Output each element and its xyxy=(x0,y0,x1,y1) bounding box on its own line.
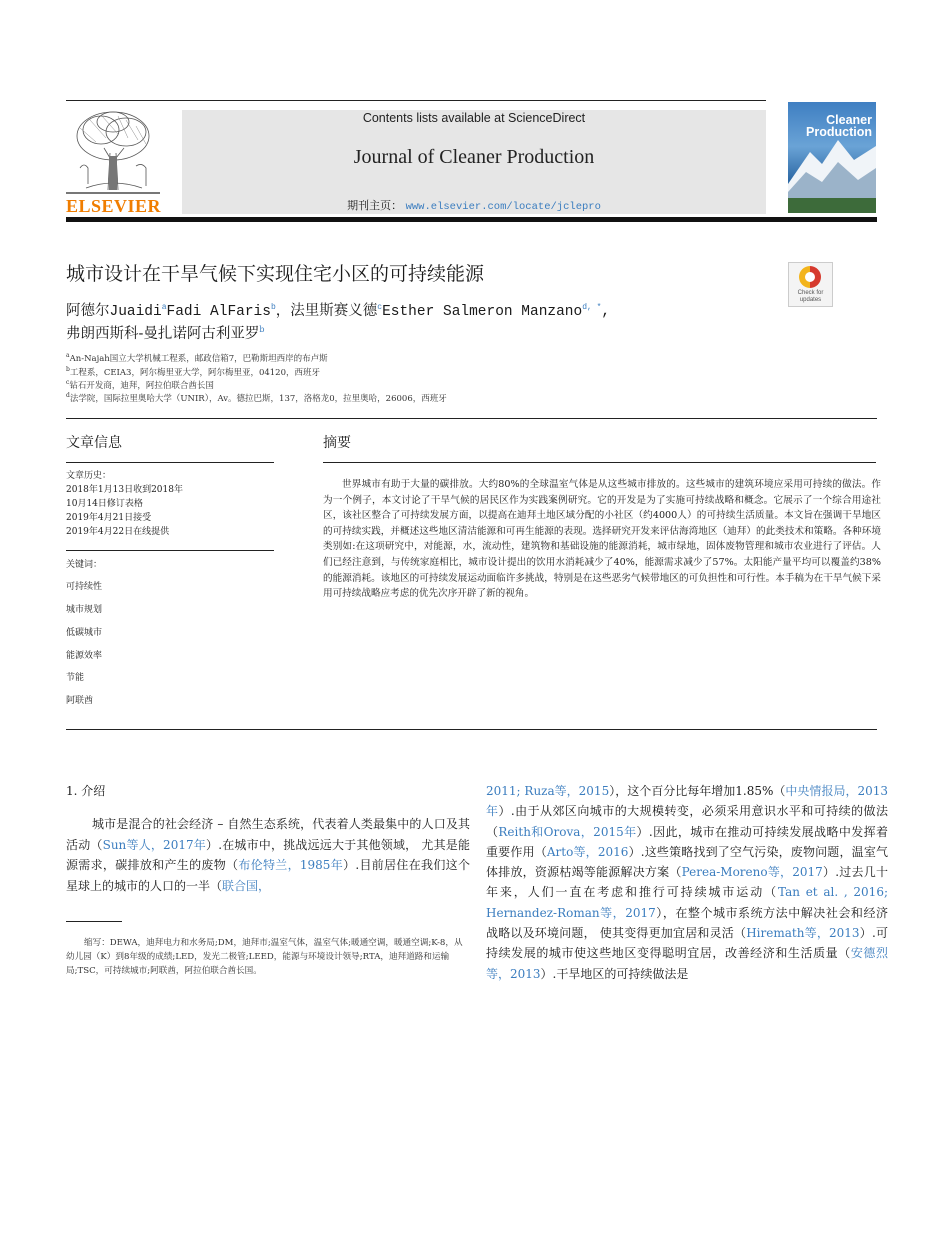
section-rule xyxy=(66,729,877,730)
intro-right-column xyxy=(486,781,888,984)
citation-link[interactable]: Arto等，2016 xyxy=(546,844,629,859)
citation-link[interactable]: 中央情报局，2013年 xyxy=(486,784,888,819)
abbreviations-footnote: 缩写：DEWA，迪拜电力和水务局;DM，迪拜市;温室气体，温室气体;暖通空调，暖通空调;K-8，从幼儿园（K）到8年级的成绩;LED，发光二极管;LEED，能源与环境设计领导;RTA，迪拜道路和运输局;TSC，可持续城市;阿联酋，阿拉伯联合酋长国。 xyxy=(66,938,463,976)
affiliation-b xyxy=(66,366,320,378)
journal-homepage xyxy=(182,197,766,213)
check-updates-icon xyxy=(799,266,821,288)
info-rule xyxy=(66,462,274,463)
keyword-item: 城市规划 xyxy=(66,605,103,615)
journal-cover-image xyxy=(788,102,876,213)
affiliation-a xyxy=(66,352,328,364)
author-affil-marker[interactable]: b xyxy=(259,325,265,335)
keyword-item: 阿联酋 xyxy=(66,696,94,706)
authors-line-1 xyxy=(66,299,610,320)
citation-link[interactable]: Hiremath等，2013 xyxy=(746,926,860,941)
affil-text: 钻石开发商，迪拜，阿拉伯联合酋长国 xyxy=(69,381,214,391)
contents-line-text: Contents lists available at ScienceDirect xyxy=(362,111,586,125)
body-text: ），在整个城市系统方法中解决社会和经济战略以及环境问题， 使其变得更加宜居和灵活（ xyxy=(486,905,888,941)
author-name[interactable]: 弗朗西斯科-曼扎诺阿古利亚罗 xyxy=(66,326,260,342)
author-name[interactable]: Esther Salmeron Manzano xyxy=(382,304,583,320)
history-label: 文章历史： xyxy=(66,471,112,481)
abstract-rule xyxy=(323,462,876,463)
body-text: 城市是混合的社会经济 – 自然生态系统，代表着人类最集中的人口及其活动（ xyxy=(66,817,470,852)
affil-marker: b xyxy=(66,366,70,374)
contents-line xyxy=(182,111,766,125)
homepage-label: 期刊主页： xyxy=(347,199,403,212)
history-received: 2018年1月13日收到2018年 xyxy=(66,485,183,495)
article-info-heading: 文章信息 xyxy=(66,435,122,451)
homepage-link[interactable]: www.elsevier.com/locate/jclepro xyxy=(405,201,601,213)
body-text: ）.干旱地区的可持续做法是 xyxy=(540,966,689,981)
keyword-item: 节能 xyxy=(66,673,85,683)
keyword-item: 低碳城市 xyxy=(66,628,103,638)
author-affil-marker[interactable]: a xyxy=(161,303,167,313)
body-text: ）.这些策略找到了空气污染，废物问题，温室气体排放，资源枯竭等能源解决方案（ xyxy=(486,844,888,880)
publisher-logo-text: ELSEVIER xyxy=(66,196,162,216)
affil-text: 法学院，国际拉里奥哈大学（UNIR），Av。德拉巴斯，137，洛格龙0，拉里奥哈，26006，西班牙 xyxy=(69,394,447,404)
authors-line-2 xyxy=(66,322,265,343)
body-text: ）.在城市中，挑战远远大于其他领域， 尤其是能源需求，碳排放和产生的废物（ xyxy=(66,837,470,872)
check-updates-label: Check for updates xyxy=(797,290,824,303)
citation-link[interactable]: 联合国， xyxy=(222,878,271,893)
affil-marker: a xyxy=(66,352,70,360)
affil-text: An-Najah国立大学机械工程系，邮政信箱7，巴勒斯坦西岸的布卢斯 xyxy=(69,354,328,364)
journal-title: Journal of Cleaner Production xyxy=(353,146,595,168)
affil-text: 工程系，CEIA3，阿尔梅里亚大学，阿尔梅里亚，04120，西班牙 xyxy=(69,368,320,378)
section-rule xyxy=(66,418,877,419)
history-accepted: 2019年4月21日接受 xyxy=(66,513,152,523)
history-revised: 10月14日修订表格 xyxy=(66,499,143,509)
keyword-item: 可持续性 xyxy=(66,582,103,592)
author-affil-marker[interactable]: c xyxy=(377,303,383,313)
body-text: ），这个百分比每年增加1.85%（ xyxy=(609,784,786,798)
cover-title: Cleaner Production xyxy=(806,113,872,139)
citation-link[interactable]: Tan et al. , 2016; Hernandez-Roman等，2017 xyxy=(486,885,888,920)
author-name[interactable]: ，法里斯赛义德 xyxy=(275,304,378,320)
author-affil-marker[interactable]: d, * xyxy=(582,303,602,313)
body-text: ）.目前居住在我们这个星球上的城市的人口的一半（ xyxy=(66,858,470,893)
abstract-text: 世界城市有助于大量的碳排放。大约80%的全球温室气体是从这些城市排放的。这些城市的建筑环境应采用可持续的做法。作为一个例子，本文讨论了干旱气候的居民区作为实践案例研究。它的开发是为了实施可持续战略和概念。它展示了一个综合用途社区，该社区整合了可持续发展方面，以提高在迪拜土地区域分配的小社区（约4000人）的可持续生活质量。本文旨在强调干旱地区的可持续实践，并概述这些地区清洁能源和可再生能源的表现。选择研究开发来评估海湾地区（迪拜）的此类技术和策略。各种环境类别如:在这项研究中，对能源，水，流动性，建筑物和基础设施的能源消耗，城市绿地，固体废物管理和城市农业进行了评估。人们已经注意到，与传统家庭相比，城市设计提出的饮用水消耗减少了40%，能源需求减少了57%。太阳能产量平均可以覆盖约38%的能源消耗。该地区的可持续发展运动面临许多挑战，特别是在这些恶劣气候带地区的可负担性和可行性。本手稿为在干旱气候下采用可持续战略应考虑的优先次序开辟了新的视角。 xyxy=(323,479,881,600)
intro-heading: 1. 介绍 xyxy=(66,784,106,798)
body-text: ）.由于从郊区向城市的大规模转变，必须采用意识水平和可持续的做法（ xyxy=(486,804,888,839)
citation-link[interactable]: Reith和Orova，2015年 xyxy=(498,824,637,839)
intro-left-column xyxy=(66,814,470,896)
header-thick-rule xyxy=(66,217,877,222)
citation-link[interactable]: Perea-Moreno等，2017 xyxy=(681,865,823,880)
citation-link[interactable]: 2011; Ruza等，2015 xyxy=(486,784,610,798)
affil-marker: c xyxy=(66,379,70,387)
keyword-item: 能源效率 xyxy=(66,651,103,661)
info-rule xyxy=(66,550,274,551)
affiliation-c xyxy=(66,379,214,391)
abstract-heading: 摘要 xyxy=(323,435,351,451)
body-text: ）.可持续发展的城市使这些地区变得聪明宜居，改善经济和生活质量（ xyxy=(486,926,888,961)
affiliation-d xyxy=(66,392,447,404)
keywords-label: 关键词： xyxy=(66,560,103,570)
paper-title: 城市设计在干旱气候下实现住宅小区的可持续能源 xyxy=(66,263,485,285)
author-name[interactable]: Fadi AlFaris xyxy=(166,304,271,320)
header-top-rule xyxy=(66,100,766,101)
author-separator: , xyxy=(601,304,611,320)
history-online: 2019年4月22日在线提供 xyxy=(66,527,170,537)
author-name[interactable]: 阿德尔Juaidi xyxy=(66,304,162,320)
citation-link[interactable]: 布伦特兰，1985年 xyxy=(238,858,344,872)
body-text: ）.过去几十年来，人们一直在考虑和推行可持续城市运动（ xyxy=(486,865,888,900)
citation-link[interactable]: Sun等人，2017年 xyxy=(102,837,206,852)
affil-marker: d xyxy=(66,392,70,400)
footnote-rule xyxy=(66,921,122,922)
citation-link[interactable]: 安德烈 等，2013 xyxy=(486,946,888,981)
elsevier-tree-logo xyxy=(66,108,160,198)
body-text: ）.因此，城市在推动可持续发展战略中发挥着重要作用（ xyxy=(486,824,888,859)
author-affil-marker[interactable]: b xyxy=(270,303,276,313)
check-for-updates-button[interactable] xyxy=(788,262,833,307)
